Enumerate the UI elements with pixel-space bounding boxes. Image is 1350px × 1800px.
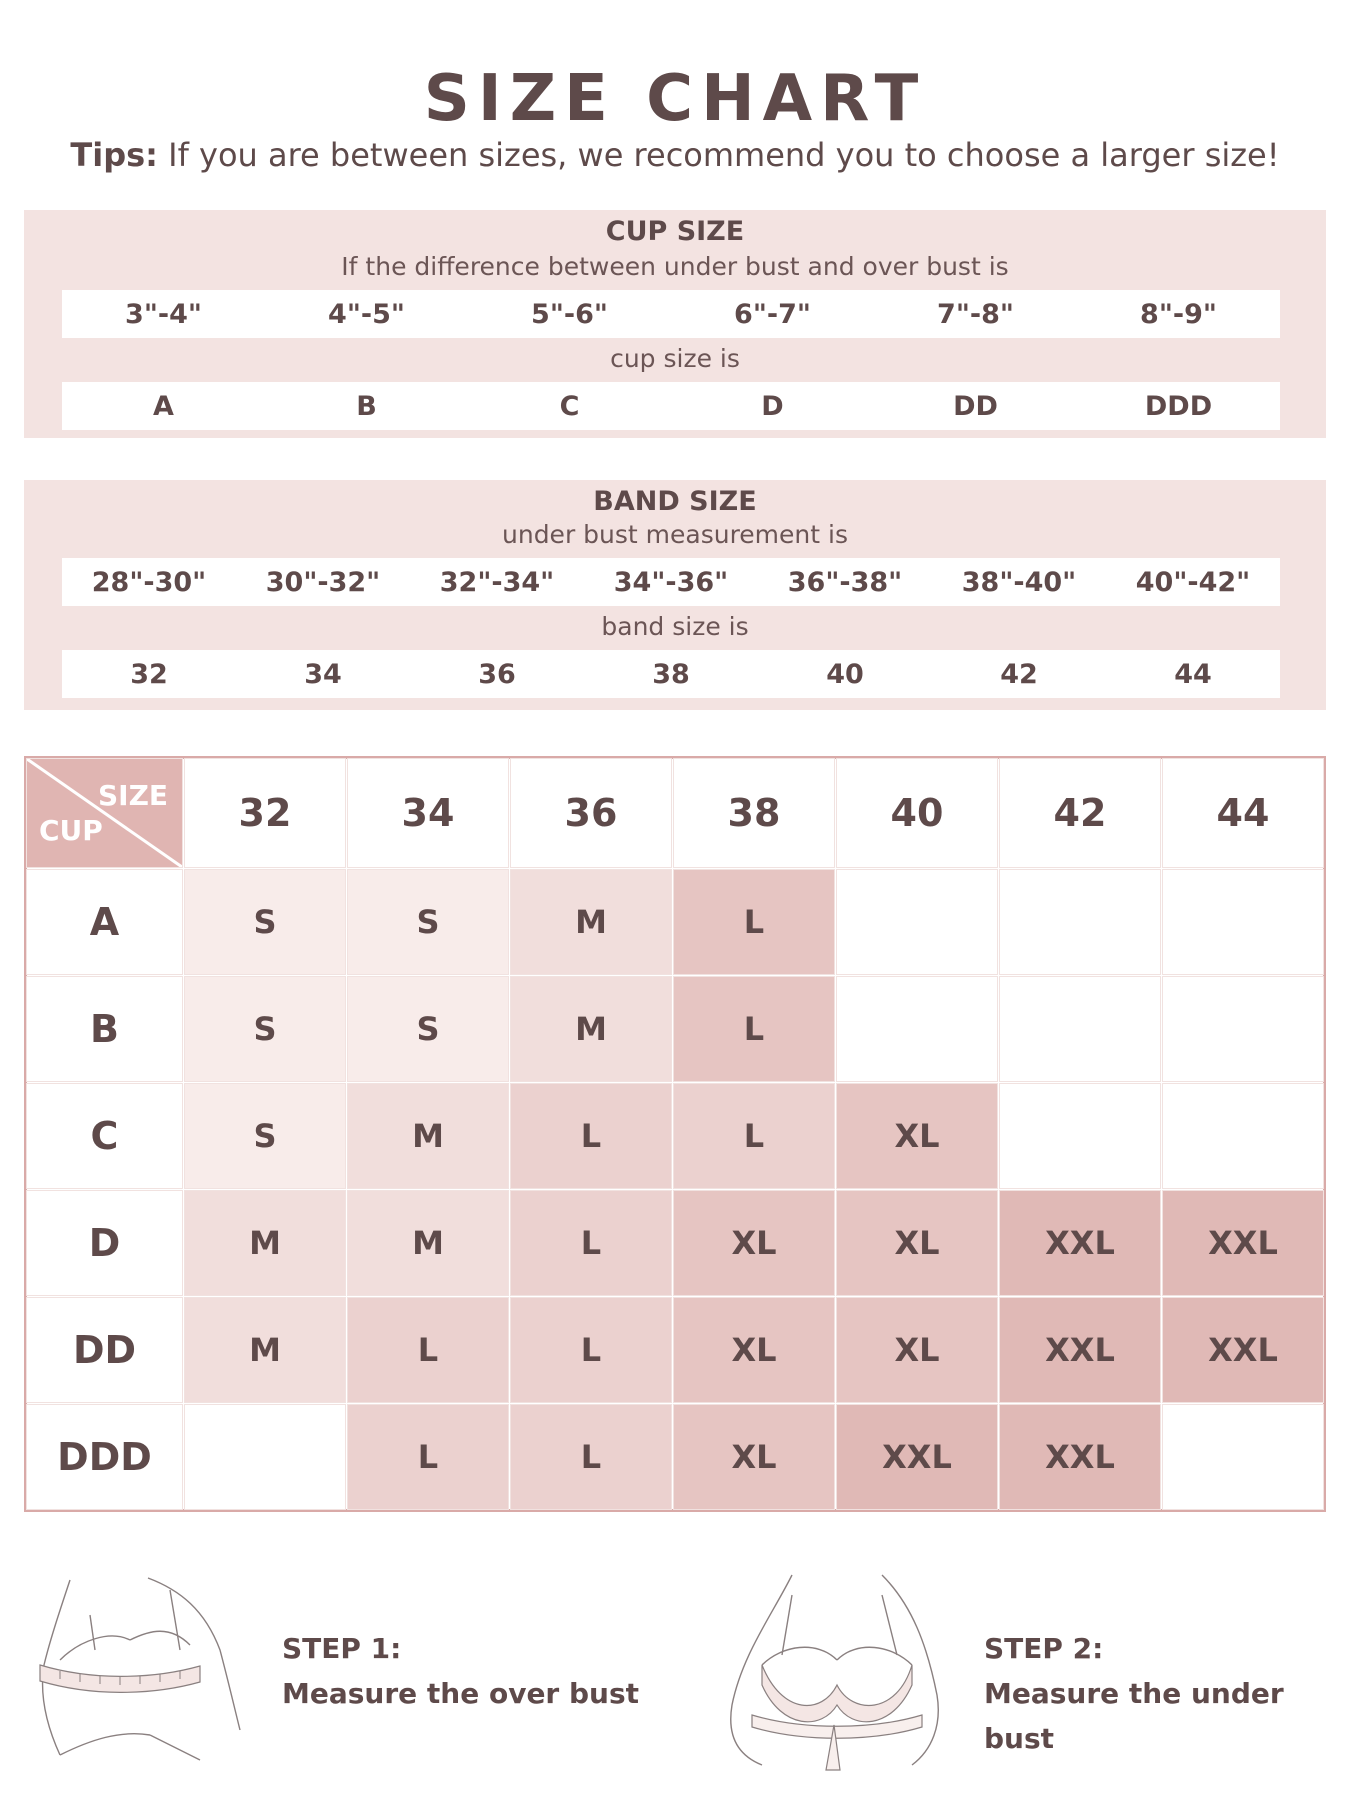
step-1-text: Measure the over bust bbox=[282, 1677, 640, 1710]
size-cell: L bbox=[511, 1191, 671, 1295]
band-range-row bbox=[62, 558, 1280, 606]
band-number: 38 bbox=[652, 658, 690, 690]
size-cell: M bbox=[511, 977, 671, 1081]
cup-letter: DD bbox=[953, 390, 998, 422]
row-header-cup: C bbox=[27, 1084, 182, 1188]
band-size-title: BAND SIZE bbox=[593, 486, 757, 517]
size-cell: XL bbox=[837, 1191, 997, 1295]
band-size-panel bbox=[24, 480, 1326, 710]
size-cell: S bbox=[185, 977, 345, 1081]
size-cell: S bbox=[348, 977, 508, 1081]
size-cell: XXL bbox=[1000, 1191, 1160, 1295]
size-cell: L bbox=[348, 1405, 508, 1509]
page-title: SIZE CHART bbox=[423, 62, 927, 136]
size-cell: XXL bbox=[1163, 1298, 1323, 1402]
band-number-row bbox=[62, 650, 1280, 698]
size-chart-table bbox=[24, 756, 1326, 1512]
size-cell bbox=[1000, 870, 1160, 974]
cup-letter: DDD bbox=[1144, 390, 1213, 422]
size-cell: XL bbox=[674, 1405, 834, 1509]
size-cell: XXL bbox=[837, 1405, 997, 1509]
band-range: 36"-38" bbox=[787, 566, 903, 598]
cup-letter-row bbox=[62, 382, 1280, 430]
size-cell: XXL bbox=[1000, 1405, 1160, 1509]
corner-diagonal bbox=[27, 759, 182, 867]
size-cell: M bbox=[348, 1084, 508, 1188]
step-2-label: STEP 2: bbox=[984, 1632, 1104, 1665]
band-range: 38"-40" bbox=[961, 566, 1077, 598]
column-header: 34 bbox=[348, 759, 508, 867]
size-cell: XL bbox=[674, 1191, 834, 1295]
row-header-cup: DD bbox=[27, 1298, 182, 1402]
cup-size-panel bbox=[24, 210, 1326, 438]
size-cell: XL bbox=[674, 1298, 834, 1402]
tips-text: If you are between sizes, we recommend you to choose a larger size! bbox=[157, 136, 1280, 174]
size-cell: M bbox=[348, 1191, 508, 1295]
size-cell: L bbox=[674, 1084, 834, 1188]
step-2-text: Measure the under bust bbox=[984, 1677, 1284, 1755]
size-cell bbox=[1000, 977, 1160, 1081]
band-number: 36 bbox=[478, 658, 516, 690]
size-cell bbox=[1163, 1084, 1323, 1188]
cup-letter: C bbox=[559, 390, 580, 422]
band-number: 44 bbox=[1174, 658, 1212, 690]
size-cell: L bbox=[674, 870, 834, 974]
band-number: 32 bbox=[130, 658, 168, 690]
band-size-subtitle: under bust measurement is bbox=[502, 520, 848, 549]
size-cell: L bbox=[674, 977, 834, 1081]
row-header-cup: DDD bbox=[27, 1405, 182, 1509]
column-header: 42 bbox=[1000, 759, 1160, 867]
size-cell: S bbox=[348, 870, 508, 974]
table-corner-header bbox=[27, 759, 182, 867]
measure-under-bust-illustration bbox=[722, 1565, 952, 1775]
size-cell bbox=[837, 870, 997, 974]
size-cell bbox=[1163, 870, 1323, 974]
size-cell: L bbox=[348, 1298, 508, 1402]
cup-difference-row bbox=[62, 290, 1280, 338]
size-cell bbox=[1000, 1084, 1160, 1188]
cup-range: 8"-9" bbox=[1140, 298, 1217, 330]
size-cell bbox=[1163, 977, 1323, 1081]
row-header-cup: A bbox=[27, 870, 182, 974]
step-1 bbox=[282, 1626, 639, 1716]
size-cell: XXL bbox=[1163, 1191, 1323, 1295]
cup-size-subtitle: If the difference between under bust and over bust is bbox=[341, 252, 1009, 281]
tips-line bbox=[0, 136, 1350, 174]
size-cell: L bbox=[511, 1084, 671, 1188]
cup-letter: A bbox=[153, 390, 174, 422]
corner-cup-label: CUP bbox=[39, 814, 103, 847]
cup-size-title: CUP SIZE bbox=[605, 216, 745, 247]
column-header: 32 bbox=[185, 759, 345, 867]
size-cell: M bbox=[511, 870, 671, 974]
step-2 bbox=[984, 1626, 1350, 1761]
band-number: 40 bbox=[826, 658, 864, 690]
column-header: 38 bbox=[674, 759, 834, 867]
size-cell: L bbox=[511, 1298, 671, 1402]
band-mid-label: band size is bbox=[601, 612, 749, 641]
band-number: 34 bbox=[304, 658, 342, 690]
band-range: 28"-30" bbox=[91, 566, 207, 598]
band-range: 34"-36" bbox=[613, 566, 729, 598]
band-range: 32"-34" bbox=[439, 566, 555, 598]
column-header: 40 bbox=[837, 759, 997, 867]
size-cell: L bbox=[511, 1405, 671, 1509]
band-range: 30"-32" bbox=[265, 566, 381, 598]
cup-range: 3"-4" bbox=[125, 298, 202, 330]
size-cell bbox=[1163, 1405, 1323, 1509]
size-cell: S bbox=[185, 1084, 345, 1188]
size-cell: S bbox=[185, 870, 345, 974]
cup-range: 5"-6" bbox=[531, 298, 608, 330]
size-cell bbox=[185, 1405, 345, 1509]
cup-range: 6"-7" bbox=[734, 298, 811, 330]
cup-letter: B bbox=[356, 390, 377, 422]
corner-size-label: SIZE bbox=[97, 779, 168, 812]
cup-mid-label: cup size is bbox=[610, 344, 740, 373]
measure-over-bust-illustration bbox=[30, 1570, 250, 1770]
row-header-cup: D bbox=[27, 1191, 182, 1295]
size-cell: M bbox=[185, 1191, 345, 1295]
size-cell: XL bbox=[837, 1084, 997, 1188]
column-header: 36 bbox=[511, 759, 671, 867]
cup-letter: D bbox=[761, 390, 784, 422]
size-cell: XL bbox=[837, 1298, 997, 1402]
cup-range: 7"-8" bbox=[937, 298, 1014, 330]
size-cell bbox=[837, 977, 997, 1081]
column-header: 44 bbox=[1163, 759, 1323, 867]
size-cell: XXL bbox=[1000, 1298, 1160, 1402]
step-1-label: STEP 1: bbox=[282, 1632, 402, 1665]
band-number: 42 bbox=[1000, 658, 1038, 690]
cup-range: 4"-5" bbox=[328, 298, 405, 330]
band-range: 40"-42" bbox=[1135, 566, 1251, 598]
size-cell: M bbox=[185, 1298, 345, 1402]
row-header-cup: B bbox=[27, 977, 182, 1081]
tips-label: Tips: bbox=[70, 136, 158, 174]
